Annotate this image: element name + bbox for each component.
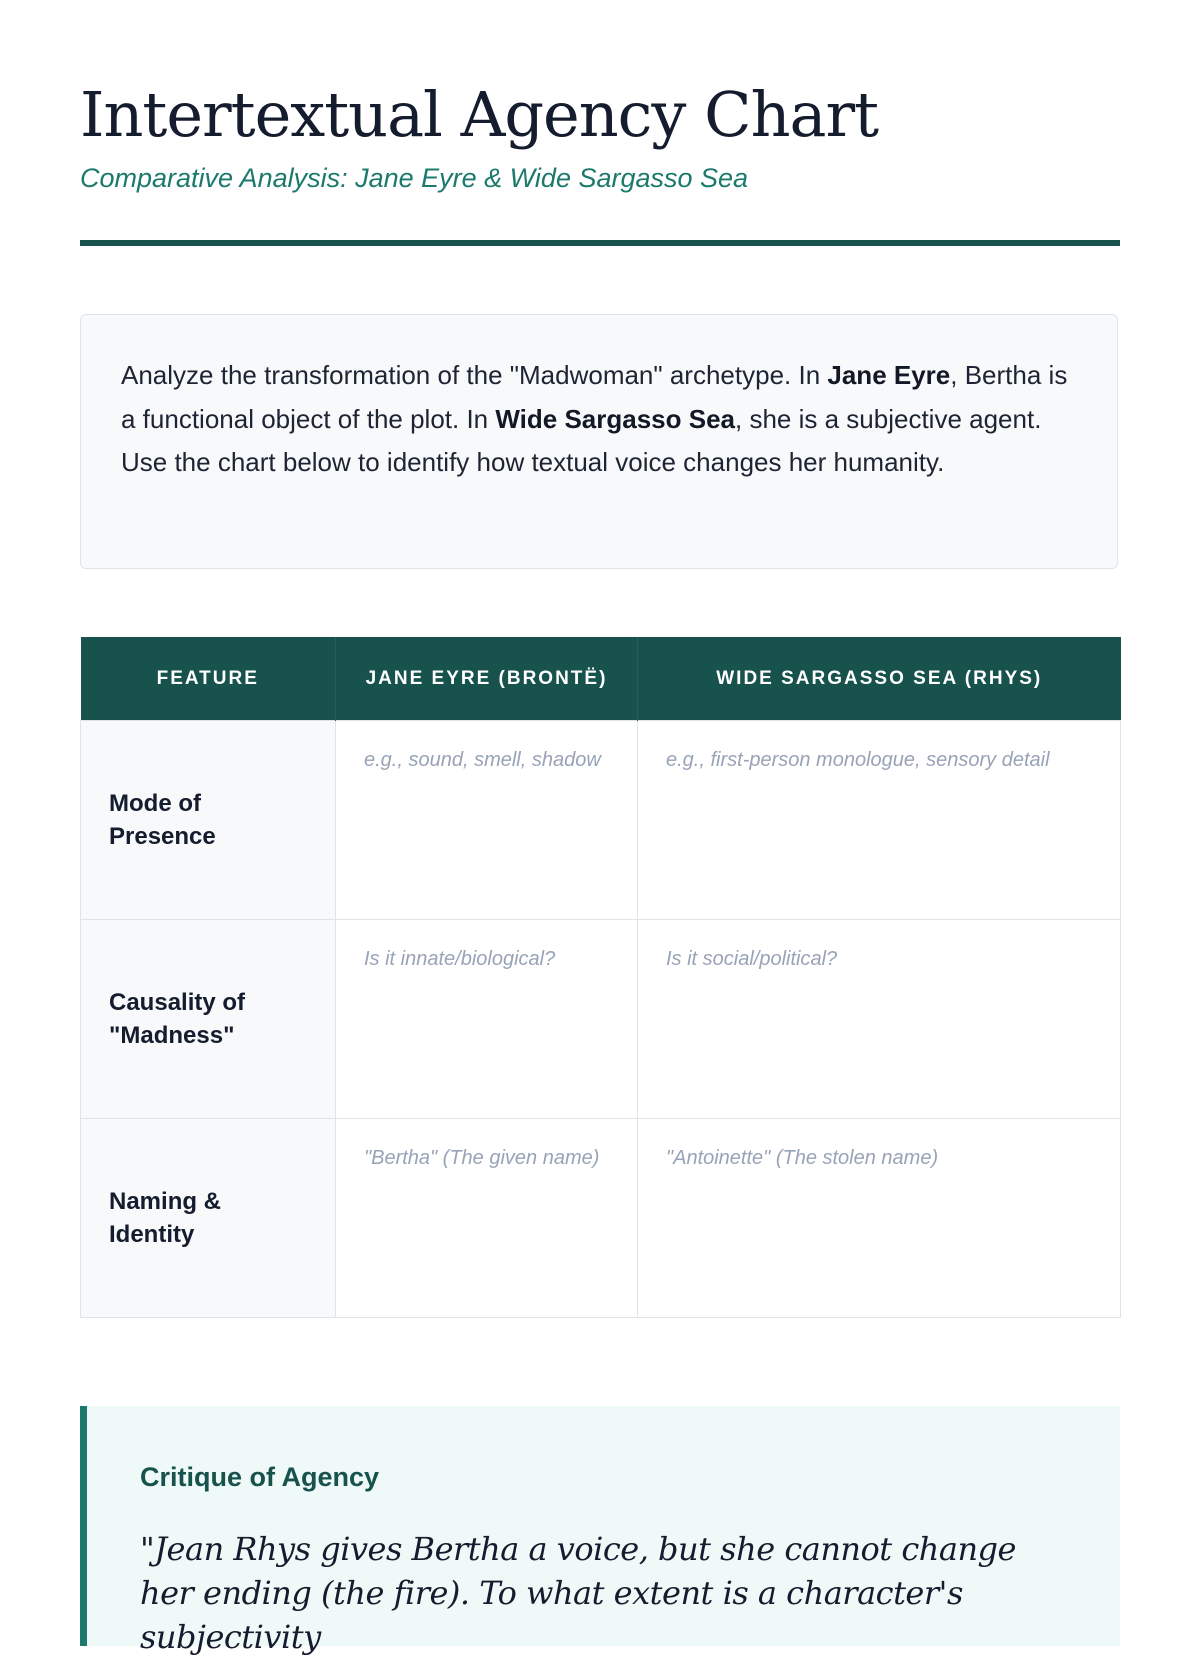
intro-text-3: , she is a subjective agent. Use the chart below to identify how textual voice changes her humanity. — [121, 403, 1042, 477]
instructions-panel — [80, 314, 1118, 569]
cell-placeholder: Is it social/political? — [666, 948, 838, 970]
column-header-feature: FEATURE — [81, 637, 336, 721]
response-cell-wide-sargasso-sea[interactable] — [638, 920, 1121, 1119]
response-cell-jane-eyre[interactable] — [336, 721, 638, 920]
page-title: Intertextual Agency Chart — [80, 78, 879, 151]
cell-placeholder: Is it innate/biological? — [364, 948, 556, 970]
intro-bold-wide-sargasso-sea: Wide Sargasso Sea — [495, 403, 736, 434]
critique-heading: Critique of Agency — [140, 1462, 380, 1492]
table-row — [81, 721, 1121, 920]
column-header-wide-sargasso-sea: WIDE SARGASSO SEA (RHYS) — [638, 637, 1121, 721]
response-cell-wide-sargasso-sea[interactable] — [638, 1119, 1121, 1318]
page-subtitle: Comparative Analysis: Jane Eyre & Wide Sargasso Sea — [80, 163, 749, 193]
cell-placeholder: "Antoinette" (The stolen name) — [666, 1147, 939, 1169]
response-cell-jane-eyre[interactable] — [336, 920, 638, 1119]
row-label-causality-of-madness: Causality of "Madness" — [81, 920, 336, 1119]
critique-panel — [80, 1406, 1120, 1656]
header-divider — [80, 240, 1120, 246]
response-cell-jane-eyre[interactable] — [336, 1119, 638, 1318]
row-label-naming-identity: Naming & Identity — [81, 1119, 336, 1318]
column-header-jane-eyre: JANE EYRE (BRONTË) — [336, 637, 638, 721]
intro-bold-jane-eyre: Jane Eyre — [827, 360, 951, 390]
cell-placeholder: e.g., sound, smell, shadow — [364, 749, 601, 771]
row-label-mode-of-presence: Mode of Presence — [81, 721, 336, 920]
critique-quote: "Jean Rhys gives Bertha a voice, but she cannot change her ending (the fire). To what extent is a character's subjectivity — [140, 1530, 1016, 1656]
agency-chart-table — [80, 637, 1121, 1318]
cell-placeholder: "Bertha" (The given name) — [364, 1147, 600, 1169]
table-header-row — [81, 637, 1121, 721]
table-row — [81, 920, 1121, 1119]
cell-placeholder: e.g., first-person monologue, sensory detail — [666, 749, 1050, 771]
table-row — [81, 1119, 1121, 1318]
intro-text-2: , Bertha is a functional object of the plot. In — [121, 360, 1068, 434]
response-cell-wide-sargasso-sea[interactable] — [638, 721, 1121, 920]
intro-text-1: Analyze the transformation of the "Madwoman" archetype. In — [121, 360, 828, 390]
